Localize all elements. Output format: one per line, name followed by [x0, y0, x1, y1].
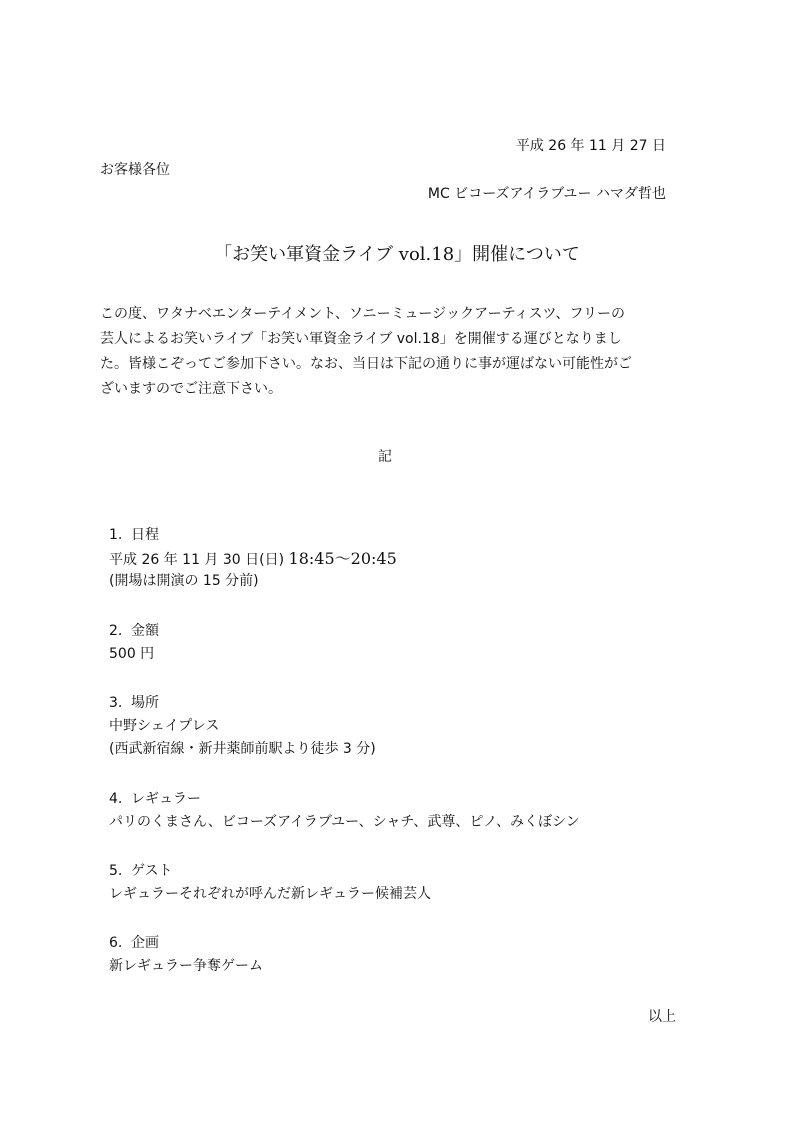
item-number: 1. — [109, 527, 123, 543]
guests-description: レギュラーそれぞれが呼んだ新レギュラー候補芸人 — [109, 886, 431, 902]
issue-date: 平成 26 年 11 月 27 日 — [515, 138, 666, 154]
venue-name: 中野シェイプレス — [109, 718, 220, 734]
sender: MC ビコーズアイラブユー ハマダ哲也 — [427, 186, 666, 202]
item-price — [109, 620, 709, 666]
ki-heading: 記 — [378, 449, 392, 465]
schedule-date-line — [109, 547, 709, 570]
document-title: 「お笑い軍資金ライブ vol.18」開催について — [214, 244, 580, 265]
item-number: 2. — [109, 623, 123, 639]
item-heading — [109, 620, 709, 643]
item-number: 6. — [109, 935, 123, 951]
program-description: 新レギュラー争奪ゲーム — [109, 958, 263, 974]
price-value: 500 円 — [109, 646, 155, 662]
item-heading-label: 企画 — [131, 935, 159, 951]
item-heading — [109, 692, 709, 715]
body-line: 芸人によるお笑いライブ「お笑い軍資金ライブ vol.18」を開催する運びとなりまし — [100, 331, 622, 347]
schedule-time: 18:45〜20:45 — [288, 549, 397, 568]
item-heading-label: 金額 — [131, 623, 159, 639]
body-line: この度、ワタナベエンターテイメント、ソニーミュージックアーティスツ、フリーの — [100, 306, 625, 322]
body-paragraph — [100, 302, 670, 402]
item-number: 3. — [109, 695, 123, 711]
item-regulars — [109, 788, 709, 834]
item-number: 4. — [109, 791, 123, 807]
item-heading-label: 場所 — [131, 695, 159, 711]
venue-access: (西武新宿線・新井薬師前駅より徒歩 3 分) — [109, 741, 376, 757]
item-heading — [109, 860, 709, 883]
item-heading-label: ゲスト — [131, 863, 173, 879]
item-heading — [109, 932, 709, 955]
item-program — [109, 932, 709, 978]
item-heading — [109, 788, 709, 811]
item-heading — [109, 524, 709, 547]
regulars-list: パリのくまさん、ビコーズアイラブユー、シャチ、武尊、ピノ、みくぼシン — [109, 814, 580, 830]
item-heading-label: 日程 — [131, 527, 159, 543]
body-line: ざいますのでご注意下さい。 — [100, 381, 282, 397]
closing-mark: 以上 — [648, 1009, 676, 1025]
schedule-note: (開場は開演の 15 分前) — [109, 573, 259, 589]
body-line: た。皆様こぞってご参加下さい。なお、当日は下記の通りに事が運ばない可能性がご — [100, 356, 632, 372]
item-schedule — [109, 524, 709, 593]
recipient: お客様各位 — [100, 162, 170, 178]
item-venue — [109, 692, 709, 761]
item-guests — [109, 860, 709, 906]
item-heading-label: レギュラー — [131, 791, 201, 807]
item-number: 5. — [109, 863, 123, 879]
schedule-date: 平成 26 年 11 月 30 日(日) — [109, 552, 285, 568]
